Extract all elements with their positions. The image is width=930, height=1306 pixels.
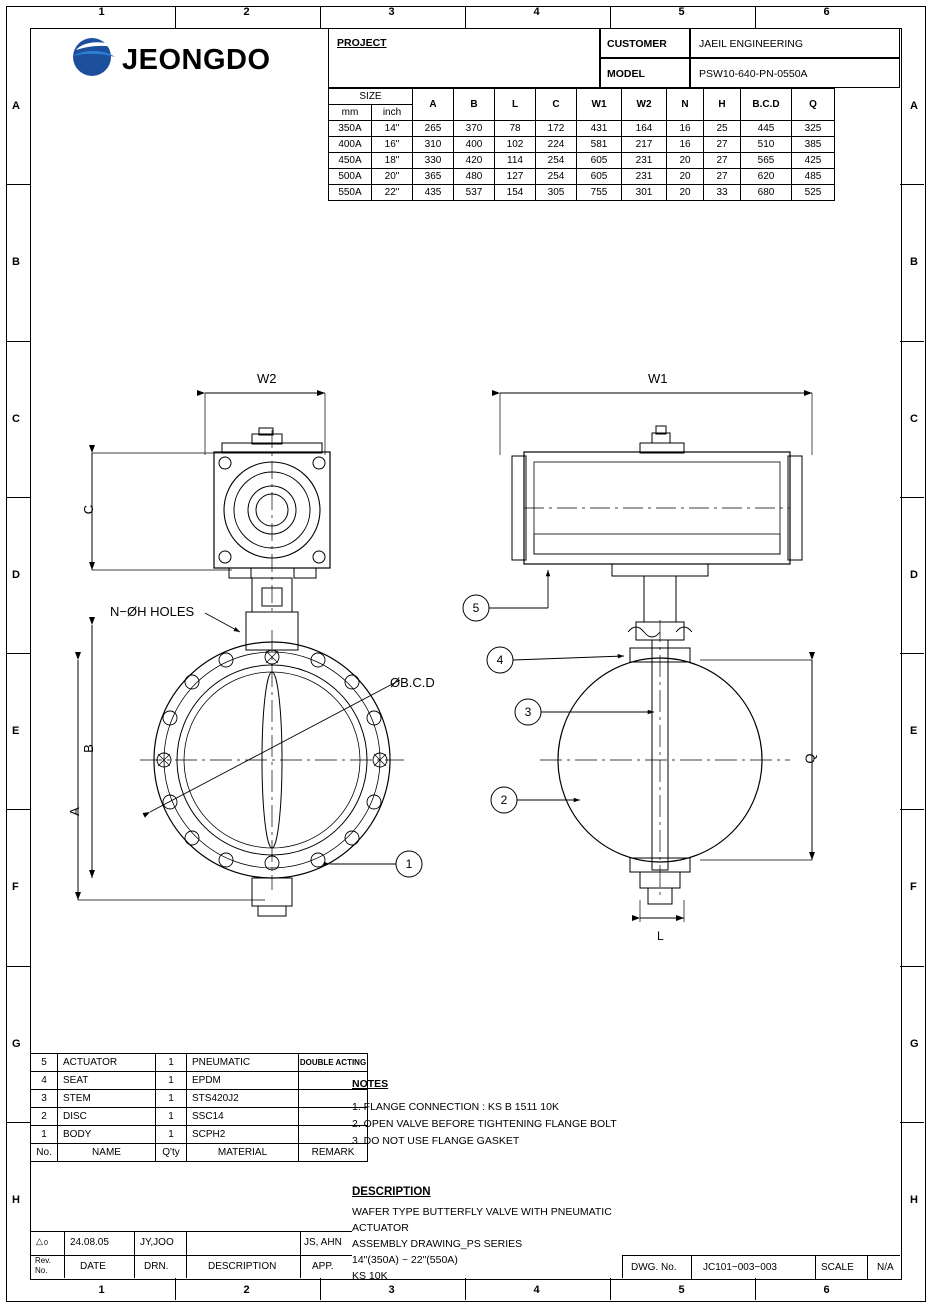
parts-table-cell: PNEUMATIC: [187, 1054, 299, 1072]
size-group-header: SIZE: [329, 89, 413, 105]
size-table-cell: 20: [667, 185, 704, 201]
size-table-row: [329, 169, 835, 185]
parts-table-cell: EPDM: [187, 1072, 299, 1090]
row-letter-left: H: [12, 1193, 20, 1206]
parts-table-cell: SEAT: [58, 1072, 156, 1090]
description-line: WAFER TYPE BUTTERFLY VALVE WITH PNEUMATIC ACTUATOR: [352, 1206, 612, 1234]
column-number-top: 2: [243, 6, 250, 18]
size-table-cell: 510: [741, 137, 792, 153]
row-letter-left: E: [12, 725, 20, 738]
parts-table-cell: DOUBLE ACTING: [299, 1054, 368, 1072]
revision-block: [30, 1186, 352, 1278]
parts-table-cell: 5: [31, 1054, 58, 1072]
description-block: [352, 1186, 622, 1284]
size-table-cell: 254: [536, 169, 577, 185]
size-table-cell: 27: [704, 169, 741, 185]
rev-app-value: JS, AHN: [304, 1237, 342, 1248]
size-table-cell: 172: [536, 121, 577, 137]
size-table-cell: 605: [577, 153, 622, 169]
balloon-1-label: 1: [405, 857, 413, 871]
logo-block: [32, 30, 328, 88]
customer-label: CUSTOMER: [607, 38, 667, 50]
scale-value: N/A: [877, 1262, 894, 1273]
rev-mark: 0: [44, 1240, 48, 1247]
size-table-cell: 217: [622, 137, 667, 153]
parts-table-row: [31, 1054, 368, 1072]
note-item: 3. DO NOT USE FLANGE GASKET: [352, 1135, 520, 1147]
parts-table-cell: 2: [31, 1108, 58, 1126]
frame-tick: [900, 809, 924, 810]
customer-label-cell: [600, 28, 690, 58]
size-table-cell: 620: [741, 169, 792, 185]
size-table-cell: 16: [667, 121, 704, 137]
dim-label-a: A: [66, 807, 82, 816]
column-number-bottom: 6: [823, 1284, 830, 1296]
size-table-cell: 425: [792, 153, 835, 169]
size-header-cell: A: [413, 89, 454, 121]
size-table-cell: 20: [667, 153, 704, 169]
parts-table-cell: 1: [31, 1126, 58, 1144]
frame-tick: [175, 6, 176, 28]
column-number-top: 4: [533, 6, 540, 18]
size-table-cell: 27: [704, 153, 741, 169]
parts-table-cell: 1: [156, 1072, 187, 1090]
customer-value: JAEIL ENGINEERING: [699, 38, 804, 50]
frame-tick: [900, 184, 924, 185]
size-table-cell: 450A: [329, 153, 372, 169]
size-table-row: [329, 153, 835, 169]
size-table-cell: 16": [372, 137, 413, 153]
parts-table-row: [31, 1126, 368, 1144]
customer-value-cell: [690, 28, 900, 58]
size-table-cell: 435: [413, 185, 454, 201]
size-header-cell: Q: [792, 89, 835, 121]
notes-block: [352, 1078, 682, 1150]
size-header-cell: H: [704, 89, 741, 121]
dim-label-w1: W1: [648, 371, 668, 386]
model-value: PSW10-640-PN-0550A: [699, 68, 808, 80]
size-table-row: [329, 185, 835, 201]
balloon-2-label: 2: [500, 793, 508, 807]
parts-table-cell: STEM: [58, 1090, 156, 1108]
size-table-cell: 78: [495, 121, 536, 137]
column-number-top: 1: [98, 6, 105, 18]
size-table-cell: 445: [741, 121, 792, 137]
model-value-cell: [690, 58, 900, 88]
frame-tick: [6, 966, 30, 967]
size-header-cell: mm: [329, 105, 372, 121]
size-table-cell: 420: [454, 153, 495, 169]
dwg-no-label: DWG. No.: [631, 1262, 677, 1273]
rev-description-header: DESCRIPTION: [208, 1261, 277, 1272]
parts-table-row: [31, 1072, 368, 1090]
column-number-bottom: 5: [678, 1284, 685, 1296]
size-table-cell: 18": [372, 153, 413, 169]
parts-table-header-cell: REMARK: [299, 1144, 368, 1162]
balloon-5-label: 5: [472, 601, 480, 615]
row-letter-right: C: [910, 412, 918, 425]
column-number-top: 3: [388, 6, 395, 18]
size-table-cell: 325: [792, 121, 835, 137]
size-table-row: [329, 121, 835, 137]
size-table-cell: 500A: [329, 169, 372, 185]
logo-text: JEONGDO: [122, 44, 271, 76]
size-header-cell: inch: [372, 105, 413, 121]
parts-table-cell: BODY: [58, 1126, 156, 1144]
parts-table-header-cell: NAME: [58, 1144, 156, 1162]
balloon-3-label: 3: [524, 705, 532, 719]
parts-table-cell: 3: [31, 1090, 58, 1108]
size-table-cell: 370: [454, 121, 495, 137]
size-table-cell: 537: [454, 185, 495, 201]
size-table-cell: 127: [495, 169, 536, 185]
size-table-cell: 25: [704, 121, 741, 137]
dwg-number-block: [622, 1255, 900, 1278]
frame-tick: [610, 6, 611, 28]
parts-table-row: [31, 1108, 368, 1126]
size-header-cell: B.C.D: [741, 89, 792, 121]
row-letter-left: C: [12, 412, 20, 425]
size-table-cell: 33: [704, 185, 741, 201]
notes-title: NOTES: [352, 1078, 389, 1090]
dwg-no-value: JC101−003−003: [703, 1262, 777, 1273]
dim-label-l: L: [657, 929, 664, 943]
size-table-cell: 20": [372, 169, 413, 185]
size-header-cell: W2: [622, 89, 667, 121]
size-table-cell: 231: [622, 169, 667, 185]
description-line: ASSEMBLY DRAWING_PS SERIES: [352, 1238, 523, 1250]
column-number-bottom: 3: [388, 1284, 395, 1296]
frame-tick: [6, 341, 30, 342]
row-letter-left: A: [12, 100, 20, 113]
frame-tick: [900, 497, 924, 498]
row-letter-left: G: [12, 1037, 21, 1050]
description-line: 14"(350A) ~ 22"(550A): [352, 1254, 458, 1266]
frame-tick: [610, 1278, 611, 1300]
frame-tick: [320, 1278, 321, 1300]
frame-tick: [900, 653, 924, 654]
row-letter-right: D: [910, 568, 918, 581]
project-cell: [328, 28, 600, 88]
frame-tick: [6, 653, 30, 654]
frame-tick: [6, 497, 30, 498]
row-letter-right: F: [910, 881, 917, 894]
row-letter-left: B: [12, 256, 20, 269]
dim-label-w2: W2: [257, 371, 277, 386]
row-letter-right: E: [910, 725, 918, 738]
rev-warning-icon: △: [36, 1236, 43, 1246]
size-table-cell: 310: [413, 137, 454, 153]
column-number-top: 6: [823, 6, 830, 18]
size-table-cell: 114: [495, 153, 536, 169]
row-letter-left: F: [12, 881, 19, 894]
size-table: [328, 88, 835, 201]
frame-tick: [755, 6, 756, 28]
note-item: 1. FLANGE CONNECTION : KS B 1511 10K: [352, 1101, 559, 1113]
size-table-cell: 16: [667, 137, 704, 153]
size-header-cell: C: [536, 89, 577, 121]
size-table-cell: 400A: [329, 137, 372, 153]
size-table-cell: 231: [622, 153, 667, 169]
rev-app-header: APP.: [312, 1261, 334, 1272]
parts-table-header-cell: MATERIAL: [187, 1144, 299, 1162]
size-table-cell: 565: [741, 153, 792, 169]
size-table-cell: 254: [536, 153, 577, 169]
size-table-cell: 485: [792, 169, 835, 185]
frame-tick: [320, 6, 321, 28]
rev-drn-header: DRN.: [144, 1261, 169, 1272]
size-header-cell: N: [667, 89, 704, 121]
rev-date-value: 24.08.05: [70, 1237, 109, 1248]
description-line: KS 10K: [352, 1270, 388, 1282]
size-table-cell: 350A: [329, 121, 372, 137]
rev-no-header-line1: Rev.: [35, 1256, 51, 1265]
frame-tick: [900, 1122, 924, 1123]
size-table-cell: 550A: [329, 185, 372, 201]
balloon-4-label: 4: [496, 653, 504, 667]
frame-tick: [465, 1278, 466, 1300]
frame-tick: [900, 341, 924, 342]
dim-label-q: Q: [802, 753, 818, 764]
size-table-cell: 400: [454, 137, 495, 153]
parts-table-cell: STS420J2: [187, 1090, 299, 1108]
size-table-cell: 480: [454, 169, 495, 185]
parts-table-cell: DISC: [58, 1108, 156, 1126]
dim-label-c: C: [81, 504, 97, 515]
size-table-cell: 164: [622, 121, 667, 137]
parts-table-cell: 1: [156, 1054, 187, 1072]
size-table-cell: 224: [536, 137, 577, 153]
size-table-cell: 265: [413, 121, 454, 137]
size-table-cell: 581: [577, 137, 622, 153]
parts-list-table: [30, 1053, 368, 1162]
parts-table-header-cell: No.: [31, 1144, 58, 1162]
parts-table-cell: 1: [156, 1126, 187, 1144]
rev-no-header-line2: No.: [35, 1266, 48, 1275]
size-table-cell: 605: [577, 169, 622, 185]
size-table-cell: 755: [577, 185, 622, 201]
size-header-cell: B: [454, 89, 495, 121]
row-letter-right: A: [910, 100, 918, 113]
parts-table-cell: 4: [31, 1072, 58, 1090]
size-table-cell: 365: [413, 169, 454, 185]
parts-table-header-cell: Q'ty: [156, 1144, 187, 1162]
parts-table-row: [31, 1090, 368, 1108]
label-bcd: ØB.C.D: [390, 675, 435, 690]
column-number-bottom: 4: [533, 1284, 540, 1296]
scale-label: SCALE: [821, 1262, 854, 1273]
size-table-cell: 301: [622, 185, 667, 201]
frame-tick: [755, 1278, 756, 1300]
frame-tick: [6, 809, 30, 810]
size-table-cell: 20: [667, 169, 704, 185]
size-table-row: [329, 137, 835, 153]
rev-date-header: DATE: [80, 1261, 106, 1272]
note-item: 2. OPEN VALVE BEFORE TIGHTENING FLANGE BOLT: [352, 1118, 617, 1130]
parts-table-cell: SCPH2: [187, 1126, 299, 1144]
row-letter-left: D: [12, 568, 20, 581]
column-number-top: 5: [678, 6, 685, 18]
size-header-cell: W1: [577, 89, 622, 121]
size-table-cell: 385: [792, 137, 835, 153]
frame-tick: [6, 184, 30, 185]
parts-table-header-row: [31, 1144, 368, 1162]
row-letter-right: G: [910, 1037, 919, 1050]
parts-table-cell: ACTUATOR: [58, 1054, 156, 1072]
column-number-bottom: 2: [243, 1284, 250, 1296]
size-table-cell: 22": [372, 185, 413, 201]
size-table-cell: 330: [413, 153, 454, 169]
model-label: MODEL: [607, 68, 645, 80]
label-n-oh-holes: N−ØH HOLES: [110, 604, 195, 619]
frame-tick: [6, 1122, 30, 1123]
parts-table-cell: SSC14: [187, 1108, 299, 1126]
size-table-cell: 154: [495, 185, 536, 201]
rev-drn-value: JY,JOO: [140, 1237, 174, 1248]
frame-tick: [900, 966, 924, 967]
row-letter-right: B: [910, 256, 918, 269]
parts-table-cell: 1: [156, 1108, 187, 1126]
size-table-cell: 431: [577, 121, 622, 137]
jeongdo-swirl-logo: [73, 38, 116, 76]
size-header-cell: L: [495, 89, 536, 121]
column-number-bottom: 1: [98, 1284, 105, 1296]
project-label: PROJECT: [337, 37, 387, 49]
size-table-cell: 680: [741, 185, 792, 201]
frame-tick: [175, 1278, 176, 1300]
dim-label-b: B: [80, 744, 96, 753]
description-title: DESCRIPTION: [352, 1186, 431, 1198]
parts-table-cell: 1: [156, 1090, 187, 1108]
row-letter-right: H: [910, 1193, 918, 1206]
size-table-cell: 27: [704, 137, 741, 153]
model-label-cell: [600, 58, 690, 88]
size-table-cell: 14": [372, 121, 413, 137]
size-table-cell: 525: [792, 185, 835, 201]
size-table-cell: 102: [495, 137, 536, 153]
frame-tick: [465, 6, 466, 28]
size-table-cell: 305: [536, 185, 577, 201]
